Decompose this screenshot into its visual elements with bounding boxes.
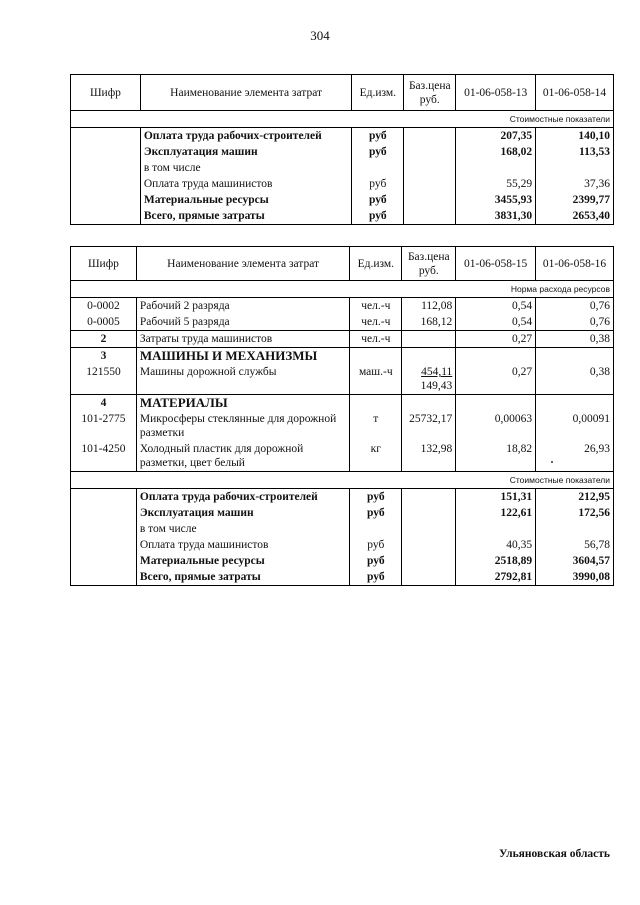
cost-table-1: [70, 74, 614, 225]
section-label-row: [71, 111, 614, 128]
header-code: Шифр: [71, 75, 141, 111]
table-row: 101-2775 Микросферы стеклянные для дорожной разметки т 25732,17 0,00063 0,00091: [71, 411, 614, 441]
header-unit: Ед.изм.: [352, 75, 404, 111]
table-row: Эксплуатация машин руб 122,61 172,56: [71, 505, 614, 521]
table-row: 0-0002 Рабочий 2 разряда чел.-ч 112,08 0,54 0,76: [71, 298, 614, 315]
table-row: Эксплуатация машин руб 168,02 113,53: [71, 144, 614, 160]
header-base-price: Баз.цена руб.: [402, 247, 456, 281]
table-row: 0-0005 Рабочий 5 разряда чел.-ч 168,12 0,54 0,76: [71, 314, 614, 331]
table-row: Оплата труда машинистов руб 55,29 37,36: [71, 176, 614, 192]
table-row: Материальные ресурсы руб 2518,89 3604,57: [71, 553, 614, 569]
page-number: 304: [310, 28, 330, 43]
header-col2: 01-06-058-16: [536, 247, 614, 281]
header-col1: 01-06-058-15: [456, 247, 536, 281]
footer-region: Ульяновская область: [499, 848, 610, 860]
table-row: в том числе: [71, 160, 614, 176]
section-label: Норма расхода ресурсов: [71, 281, 614, 298]
cost-table-2: [70, 246, 614, 586]
header-unit: Ед.изм.: [350, 247, 402, 281]
table-row: 121550 Машины дорожной службы маш.-ч 454,11 149,43 0,27 0,38: [71, 364, 614, 395]
section-label: Стоимостные показатели: [71, 472, 614, 489]
table-row: Материальные ресурсы руб 3455,93 2399,77: [71, 192, 614, 208]
header-code: Шифр: [71, 247, 137, 281]
table-row: Оплата труда рабочих-строителей руб 207,35 140,10: [71, 128, 614, 145]
header-name: Наименование элемента затрат: [140, 75, 351, 111]
section-label-row: [71, 472, 614, 489]
table-row: Оплата труда рабочих-строителей руб 151,31 212,95: [71, 489, 614, 506]
table-row: Всего, прямые затраты руб 3831,30 2653,40: [71, 208, 614, 225]
scan-speck: [551, 461, 553, 463]
header-base-price: Баз.цена руб.: [404, 75, 456, 111]
header-name: Наименование элемента затрат: [136, 247, 349, 281]
header-col1: 01-06-058-13: [456, 75, 536, 111]
header-col2: 01-06-058-14: [536, 75, 614, 111]
section-label: Стоимостные показатели: [71, 111, 614, 128]
section-label-row: [71, 281, 614, 298]
base-price-value-2: 149,43: [420, 380, 453, 392]
table-row: в том числе: [71, 521, 614, 537]
table-row: 101-4250 Холодный пластик для дорожной разметки, цвет белый кг 132,98 18,82 26,93: [71, 441, 614, 472]
base-price-value: 454,11: [421, 366, 453, 378]
table-row: 2 Затраты труда машинистов чел.-ч 0,27 0,38: [71, 331, 614, 348]
table-row: 3 МАШИНЫ И МЕХАНИЗМЫ: [71, 348, 614, 365]
table-row: 4 МАТЕРИАЛЫ: [71, 395, 614, 412]
table-row: Оплата труда машинистов руб 40,35 56,78: [71, 537, 614, 553]
table-row: Всего, прямые затраты руб 2792,81 3990,08: [71, 569, 614, 586]
